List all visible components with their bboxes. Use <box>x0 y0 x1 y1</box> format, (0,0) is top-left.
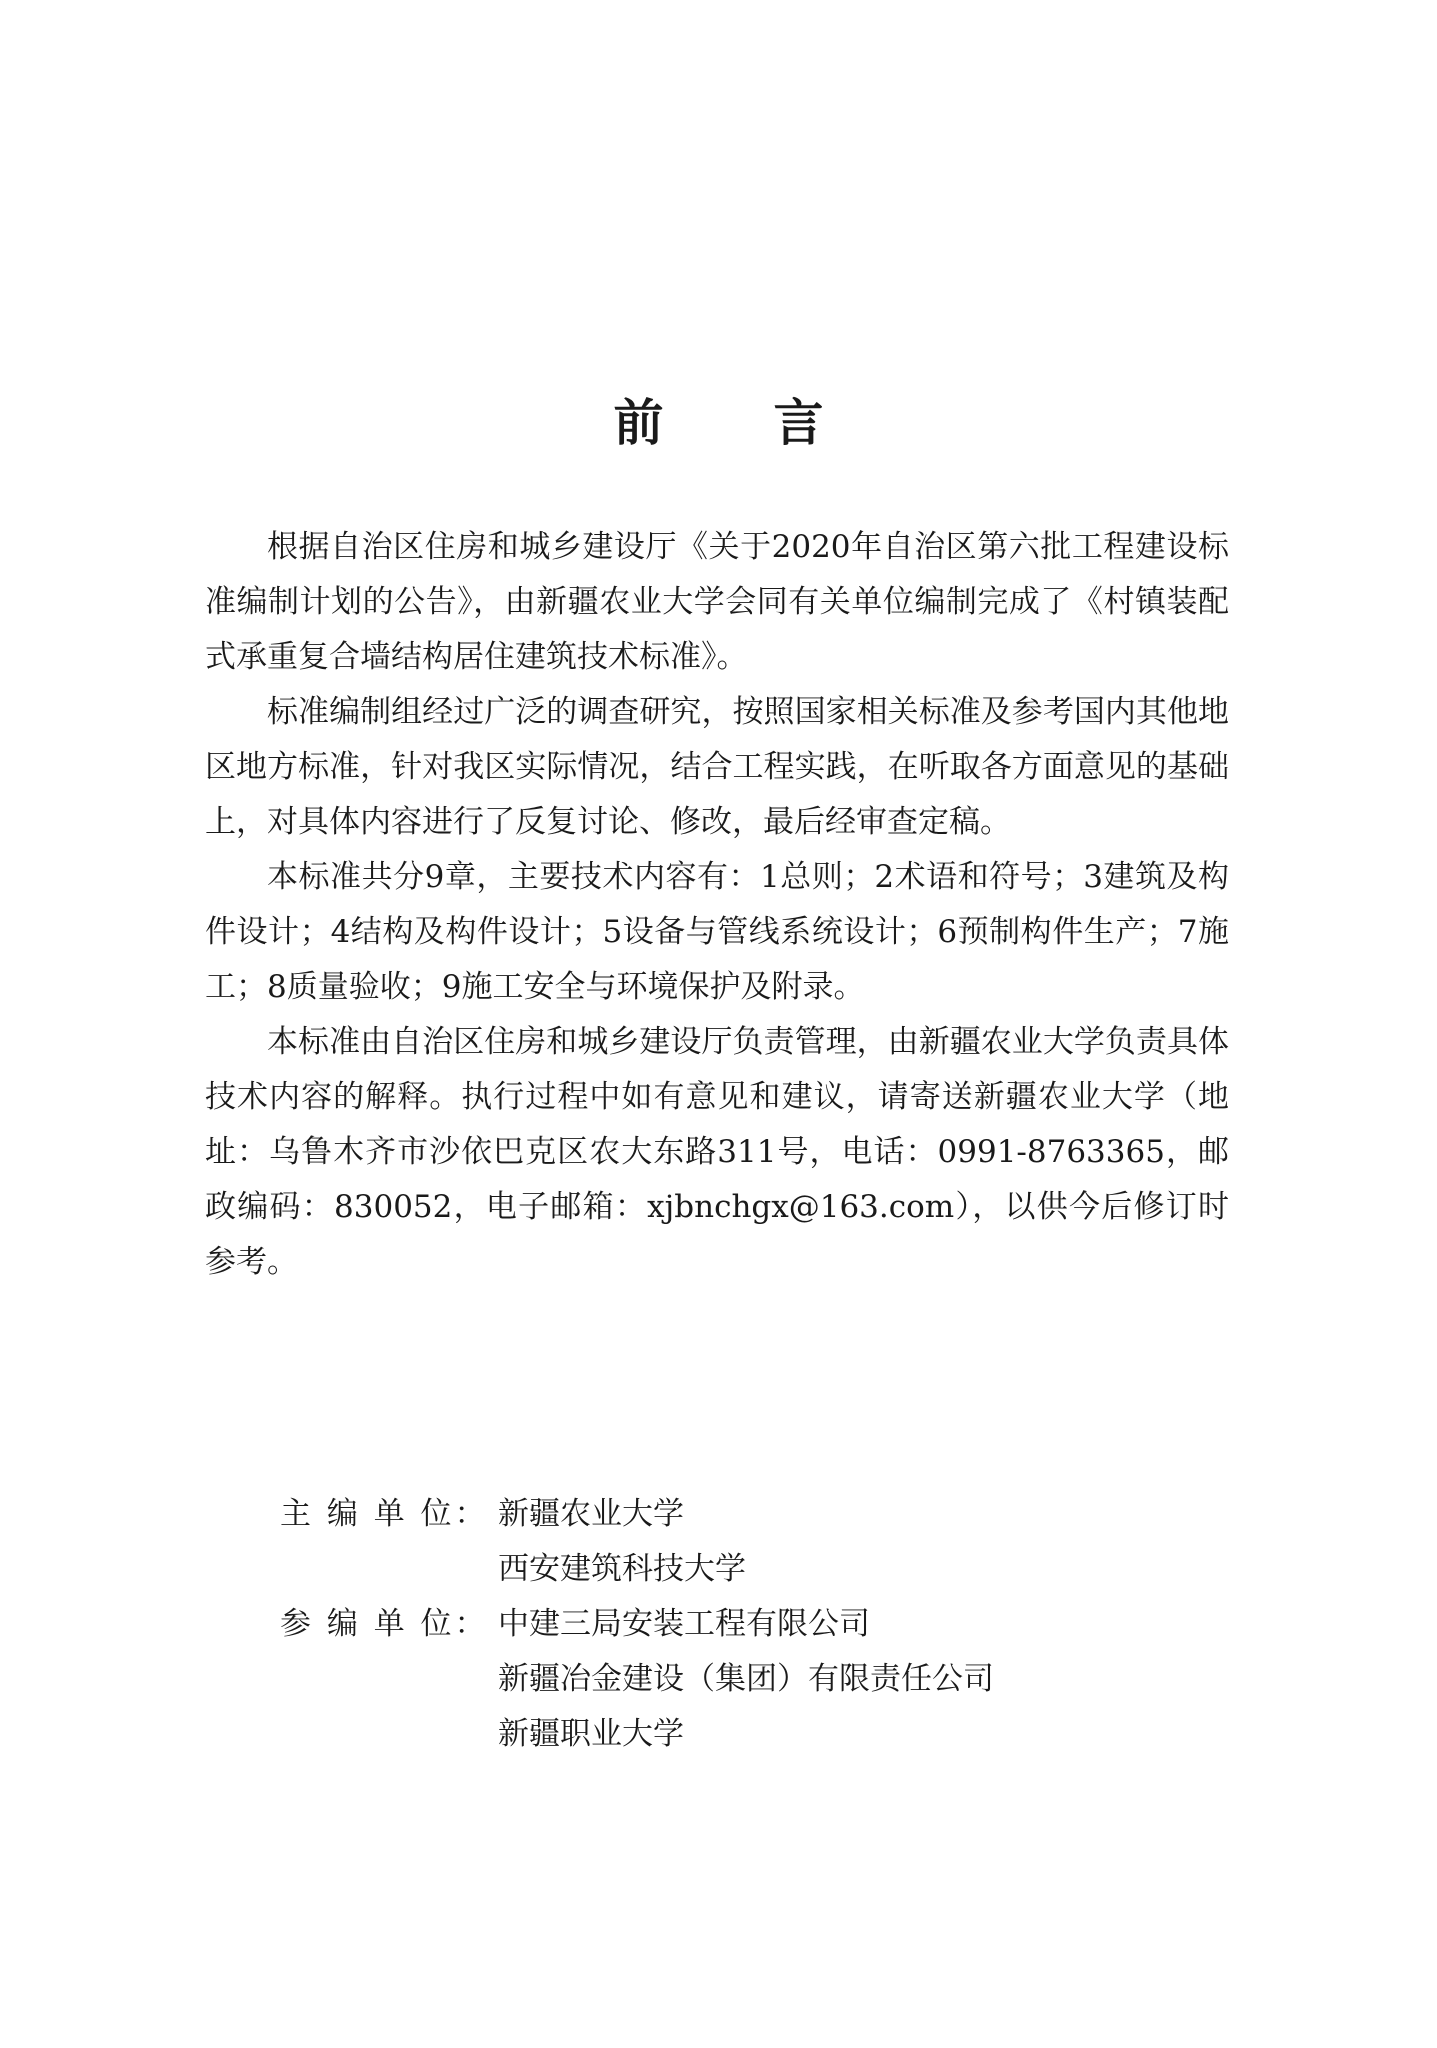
chief-unit-name: 西安建筑科技大学 <box>498 1551 746 1587</box>
page-title <box>0 388 1437 458</box>
paragraph-4: 本标准由自治区住房和城乡建设厅负责管理，由新疆农业大学负责具体技术内容的解释。执行过程中如有意见和建议，请寄送新疆农业大学（地址：乌鲁木齐市沙依巴克区农大东路311号，电话：0991-8763365，邮政编码：830052，电子邮箱：xjbnchgx@163.com），以供今后修订时参考。 <box>205 1024 1229 1280</box>
participating-unit-name: 中建三局安装工程有限公司 <box>498 1606 870 1642</box>
chief-units-label: 主 编 单 位： <box>280 1496 489 1532</box>
participating-units-list <box>498 1597 994 1762</box>
title-char-1: 前 <box>613 393 664 452</box>
participating-units-label: 参 编 单 位： <box>280 1606 489 1642</box>
paragraph-2: 标准编制组经过广泛的调查研究，按照国家相关标准及参考国内其他地区地方标准，针对我区实际情况，结合工程实践，在听取各方面意见的基础上，对具体内容进行了反复讨论、修改，最后经审查定稿。 <box>205 694 1229 840</box>
participating-unit-name: 新疆冶金建设（集团）有限责任公司 <box>498 1661 994 1697</box>
chief-unit-name: 新疆农业大学 <box>498 1496 684 1532</box>
paragraph-1: 根据自治区住房和城乡建设厅《关于2020年自治区第六批工程建设标准编制计划的公告》，由新疆农业大学会同有关单位编制完成了《村镇装配式承重复合墙结构居住建筑技术标准》。 <box>205 529 1229 675</box>
title-char-2: 言 <box>773 393 824 452</box>
chief-units-row <box>280 1487 994 1597</box>
participating-unit-name: 新疆职业大学 <box>498 1716 684 1752</box>
editing-units <box>280 1487 994 1762</box>
chief-units-list <box>498 1487 746 1597</box>
preface-body <box>205 520 1229 1290</box>
participating-units-row <box>280 1597 994 1762</box>
paragraph-3: 本标准共分9章，主要技术内容有：1总则；2术语和符号；3建筑及构件设计；4结构及构件设计；5设备与管线系统设计；6预制构件生产；7施工；8质量验收；9施工安全与环境保护及附录。 <box>205 859 1229 1005</box>
